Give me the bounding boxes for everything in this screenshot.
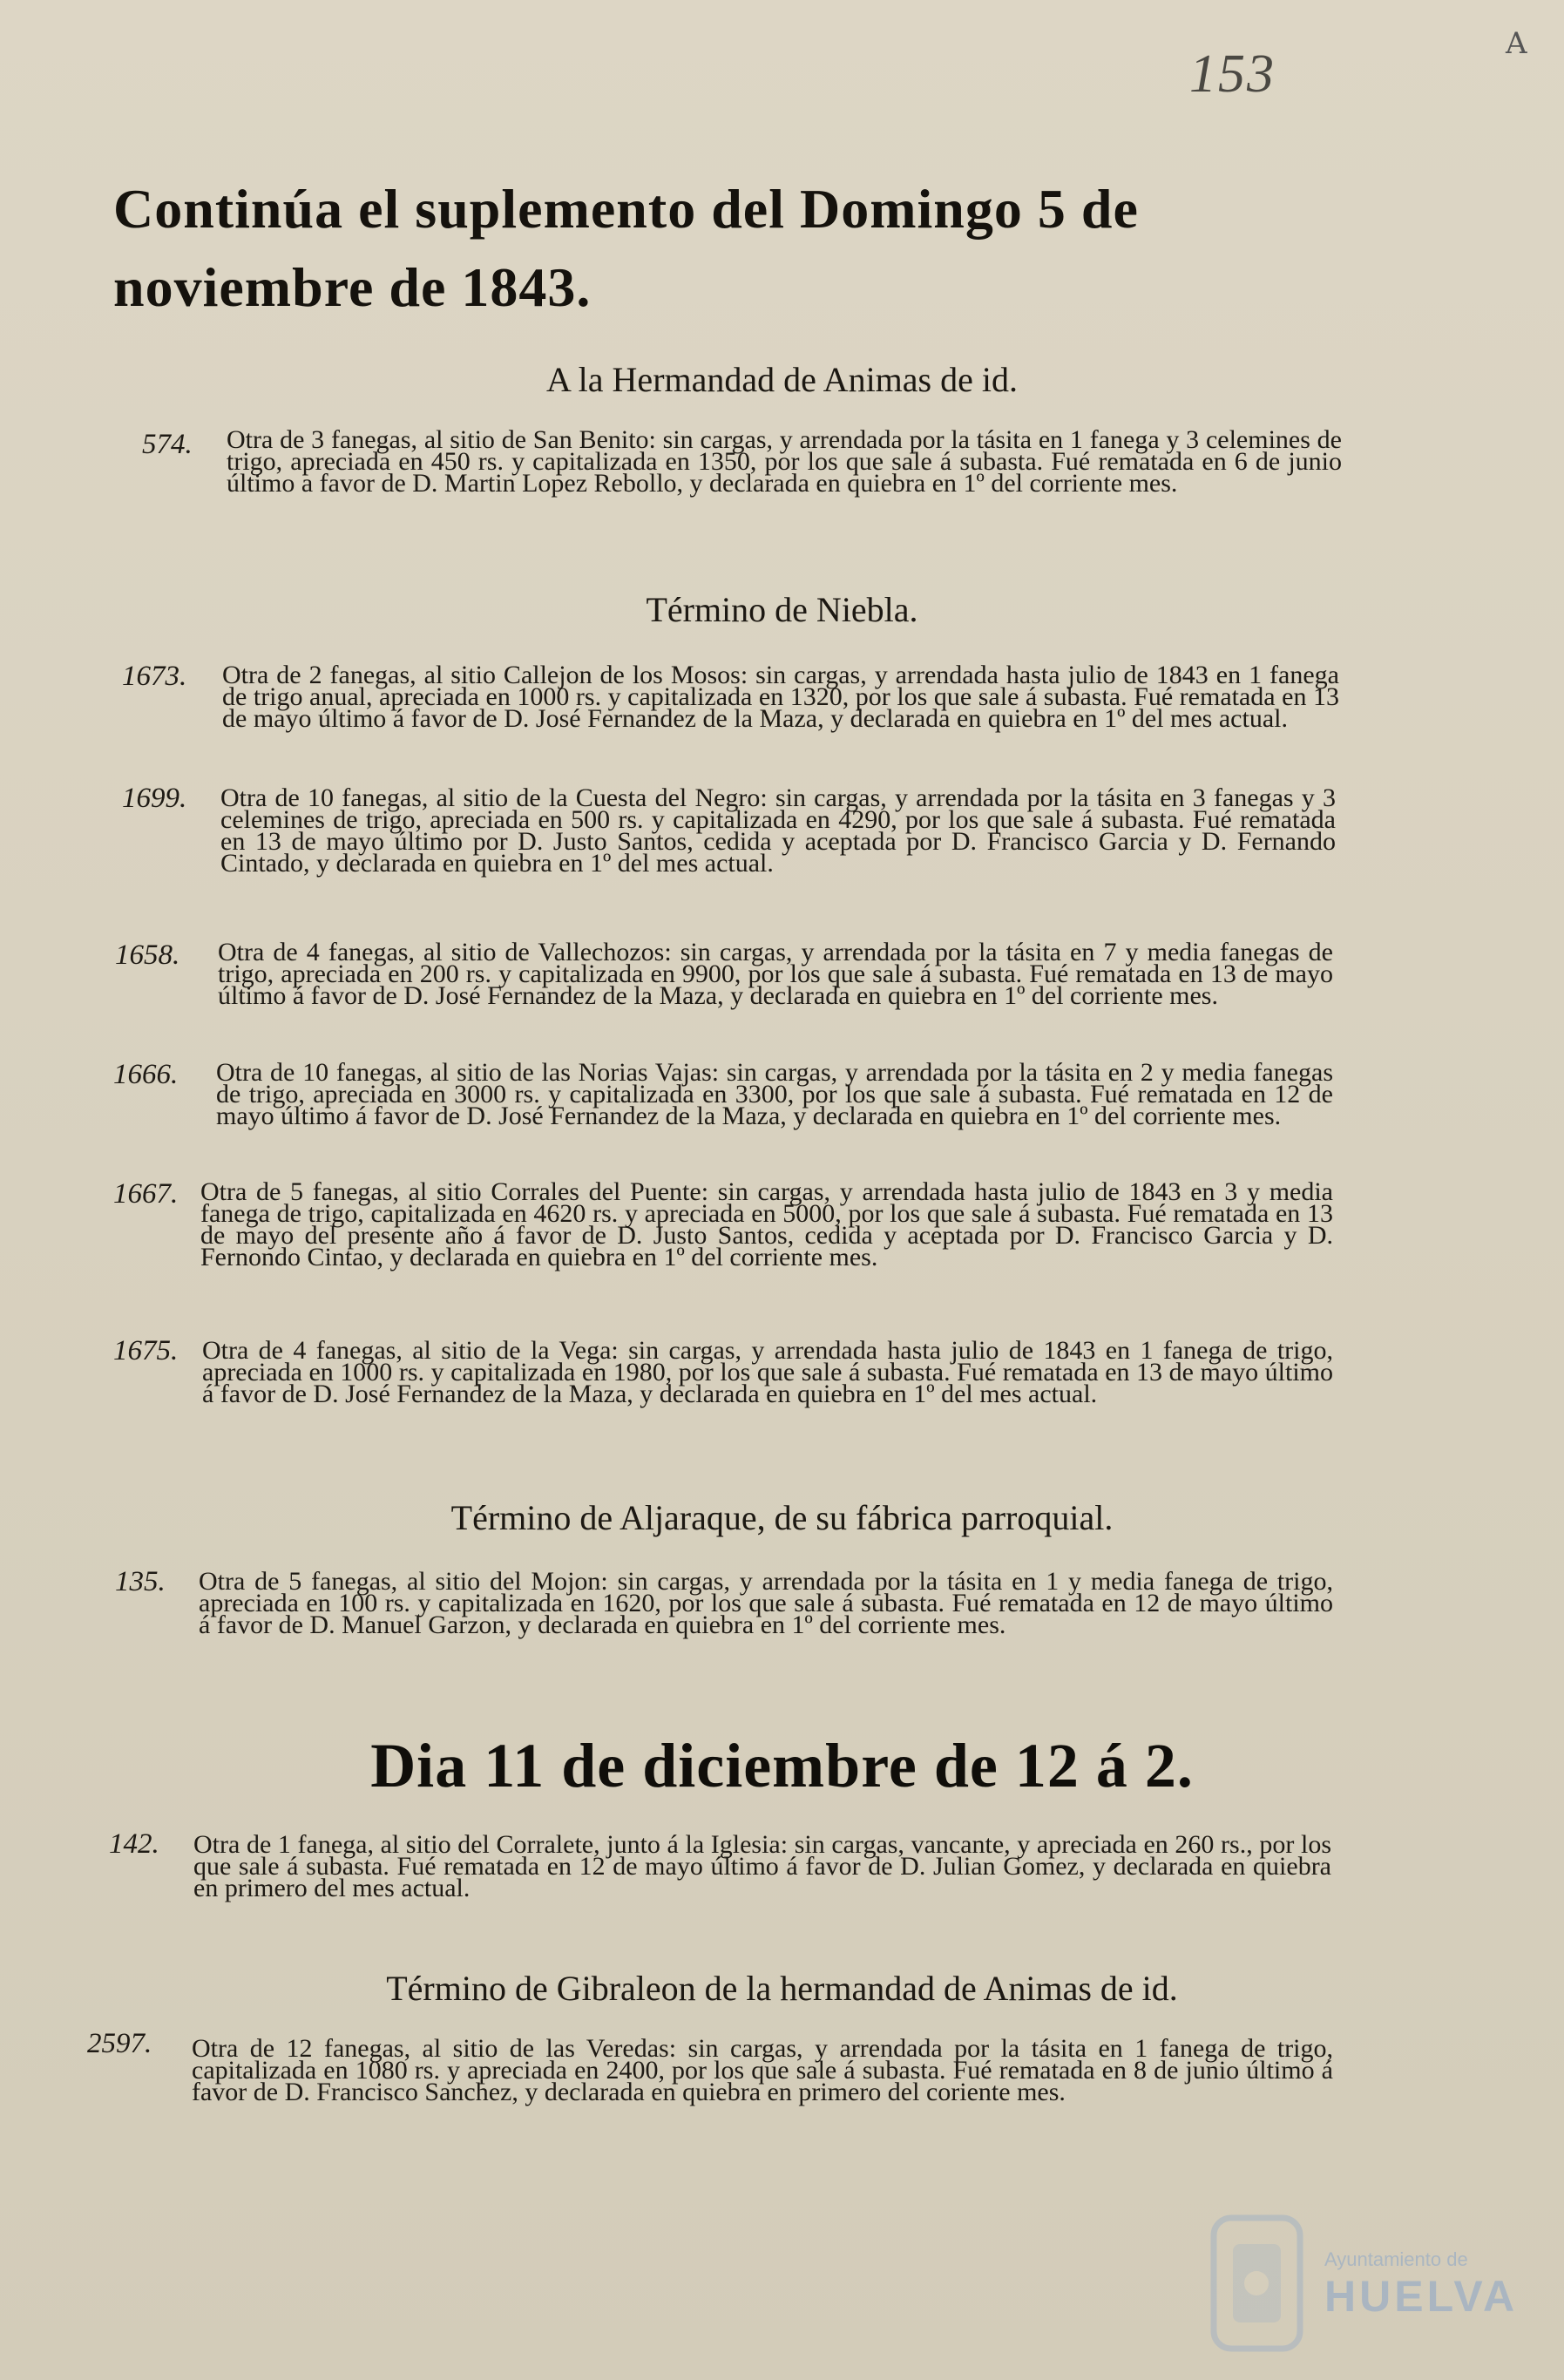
- entry-number: 574.: [142, 429, 193, 460]
- watermark-line2: HUELVA: [1324, 2272, 1519, 2321]
- entry-text: Otra de 10 fanegas, al sitio de las Norias Vajas: sin cargas, y arrendada por la tásita en 2 y media fanegas de trigo, apreciada en 3000 rs. y capitalizada en 3300, por los que sale á subasta. Fué rematada en 12 de mayo último á favor de D. José Fernandez de la Maza, y declarada en quiebra en 1º del corriente mes.: [216, 1058, 1333, 1130]
- entry-text: Otra de 5 fanegas, al sitio del Mojon: sin cargas, y arrendada por la tásita en 1 y media fanega de trigo, apreciada en 100 rs. y capitalizada en 1620, por los que sale á subasta. Fué rematada en 12 de mayo último á favor de D. Manuel Garzon, y declarada en quiebra en 1º del corriente mes.: [199, 1567, 1333, 1639]
- entry-number: 1673.: [122, 661, 187, 692]
- watermark-line1: Ayuntamiento de: [1324, 2248, 1468, 2270]
- entry-text: Otra de 10 fanegas, al sitio de la Cuesta del Negro: sin cargas, y arrendada por la tásita en 3 fanegas y 3 celemines de trigo, apreciada en 500 rs. y capitalizada en 4290, por los que sale á subasta. Fué rematada en 13 de mayo último por D. Justo Santos, cedida y aceptada por D. Francisco Garcia y D. Fernando Cintado, y declarada en quiebra en 1º del mes actual.: [220, 783, 1336, 878]
- folio-number: 153: [1189, 44, 1276, 104]
- entry-text: Otra de 5 fanegas, al sitio Corrales del Puente: sin cargas, y arrendada hasta julio de 1843 en 3 y media fanega de trigo, capitalizada en 4620 rs. y apreciada en 5000, por los que sale á subasta. Fué rematada en 13 de mayo del presente año á favor de D. Justo Santos, cedida y aceptada por D. Francisco Garcia y D. Fernondo Cintao, y declarada en quiebra en 1º del corriente mes.: [200, 1177, 1333, 1271]
- entry-text: Otra de 3 fanegas, al sitio de San Benito: sin cargas, y arrendada por la tásita en 1 fanega y 3 celemines de trigo, apreciada en 450 rs. y capitalizada en 1350, por los que sale á subasta. Fué rematada en 6 de junio último a favor de D. Martin Lopez Rebollo, y declarada en quiebra en 1º del corriente mes.: [227, 425, 1342, 498]
- huelva-seal-icon: [1207, 2209, 1307, 2357]
- entry-number: 1667.: [113, 1178, 179, 1210]
- entry-text: Otra de 4 fanegas, al sitio de Vallechozos: sin cargas, y arrendada por la tásita en 7 y media fanegas de trigo, apreciada en 200 rs. y capitalizada en 9900, por los que sale á subasta. Fué rematada en 13 de mayo último á favor de D. José Fernandez de la Maza, y declarada en quiebra en 1º del corriente mes.: [218, 938, 1333, 1010]
- entry-text: Otra de 2 fanegas, al sitio Callejon de los Mosos: sin cargas, y arrendada hasta julio de 1843 en 1 fanega de trigo anual, apreciada en 1000 rs. y capitalizada en 1320, por los que sale á subasta. Fué rematada en 13 de mayo último á favor de D. José Fernandez de la Maza, y declarada en quiebra en 1º del mes actual.: [222, 661, 1339, 733]
- entry-number: 1666.: [113, 1059, 179, 1090]
- corner-mark: A: [1506, 26, 1527, 61]
- watermark: [1324, 2248, 1518, 2322]
- entry-number: 1658.: [115, 939, 180, 971]
- section-heading-gibraleon: Término de Gibraleon de la hermandad de Animas de id.: [386, 1969, 1178, 2008]
- entry-number: 142.: [109, 1828, 159, 1860]
- entry-number: 1699.: [122, 783, 187, 814]
- page-title: Continúa el suplemento del Domingo 5 de noviembre de 1843.: [113, 178, 1139, 318]
- section-heading-aljaraque: Término de Aljaraque, de su fábrica parroquial.: [450, 1498, 1114, 1537]
- entry-text: Otra de 4 fanegas, al sitio de la Vega: sin cargas, y arrendada hasta julio de 1843 en 1 fanega de trigo, apreciada en 1000 rs. y capitalizada en 1980, por los que sale á subasta. Fué rematada en 13 de mayo último á favor de D. José Fernandez de la Maza, y declarada en quiebra en 1º del mes actual.: [202, 1336, 1333, 1408]
- entry-text: Otra de 1 fanega, al sitio del Corralete, junto á la Iglesia: sin cargas, vancante, y apreciada en 260 rs., por los que sale á subasta. Fué rematada en 12 de mayo último á favor de D. Julian Gomez, y declarada en quiebra en primero del mes actual.: [193, 1830, 1331, 1902]
- section-heading-niebla: Término de Niebla.: [646, 590, 918, 629]
- section-heading-animas: A la Hermandad de Animas de id.: [546, 360, 1018, 399]
- date-heading: Dia 11 de diciembre de 12 á 2.: [370, 1731, 1194, 1800]
- entry-number: 1675.: [113, 1335, 179, 1366]
- entry-number: 135.: [115, 1566, 166, 1597]
- entry-number: 2597.: [87, 2028, 152, 2059]
- entry-text: Otra de 12 fanegas, al sitio de las Veredas: sin cargas, y arrendada por la tásita en 1 fanega de trigo, capitalizada en 1080 rs. y apreciada en 2400, por los que sale á subasta. Fué rematada en 8 de junio último á favor de D. Francisco Sanchez, y declarada en quiebra en primero del coriente mes.: [192, 2034, 1333, 2106]
